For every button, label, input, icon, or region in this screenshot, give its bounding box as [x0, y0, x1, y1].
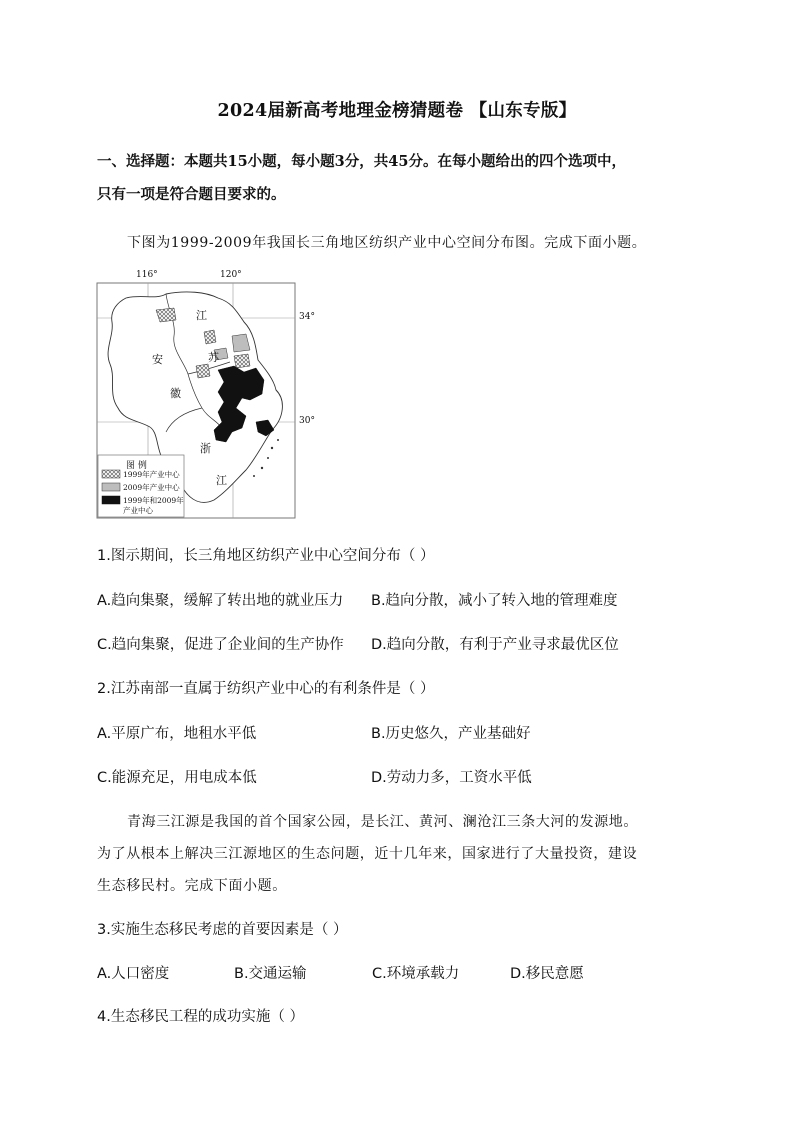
question-3-option-a: A.人口密度: [97, 966, 170, 982]
legend-label-2009: 2009年产业中心: [123, 483, 180, 492]
center-1999-b: [204, 330, 216, 344]
island-3: [261, 467, 263, 469]
question-3-option-d: D.移民意愿: [510, 966, 584, 982]
lat-label-30: 30°: [299, 416, 315, 426]
lat-label-34: 34°: [299, 312, 315, 322]
center-1999-d: [234, 354, 250, 368]
question-2-option-d: D.劳动力多，工资水平低: [371, 770, 532, 786]
map-label-su: 苏: [208, 351, 219, 364]
question-2-stem: 2.江苏南部一直属于纺织产业中心的有利条件是（ ）: [97, 681, 435, 697]
question-3-option-b: B.交通运输: [234, 966, 307, 982]
map-label-jiang-north: 江: [196, 309, 207, 322]
section-heading-line2: 只有一项是符合题目要求的。: [97, 186, 286, 203]
question-2-option-a: A.平原广布，地租水平低: [97, 726, 257, 742]
map-label-an: 安: [152, 353, 163, 366]
question-1-option-a: A.趋向集聚，缓解了转出地的就业压力: [97, 593, 344, 609]
intro-text: 下图为1999-2009年我国长三角地区纺织产业中心空间分布图。完成下面小题。: [127, 235, 647, 251]
center-1999-c: [196, 364, 210, 378]
question-1-option-d: D.趋向分散，有利于产业寻求最优区位: [371, 637, 619, 653]
island-1: [271, 447, 273, 449]
question-3-option-c: C.环境承载力: [372, 966, 460, 982]
map-label-jiang-south: 江: [216, 474, 227, 487]
legend-swatch-both: [102, 496, 120, 504]
island-2: [267, 457, 269, 459]
section-heading-line1: 一、选择题：本题共15小题，每小题3分，共45分。在每小题给出的四个选项中，: [97, 153, 626, 170]
question-2-option-b: B.历史悠久，产业基础好: [371, 726, 531, 742]
legend-swatch-2009: [102, 483, 120, 491]
map-label-zhe: 浙: [200, 442, 211, 455]
legend-swatch-1999: [102, 470, 120, 478]
island-4: [253, 475, 255, 477]
question-3-stem: 3.实施生态移民考虑的首要因素是（ ）: [97, 922, 348, 938]
question-2-option-c: C.能源充足，用电成本低: [97, 770, 257, 786]
legend-label-1999: 1999年产业中心: [123, 470, 180, 479]
passage-2-line1: 青海三江源是我国的首个国家公园，是长江、黄河、澜沧江三条大河的发源地。: [127, 814, 638, 830]
question-1-stem: 1.图示期间，长三角地区纺织产业中心空间分布（ ）: [97, 548, 435, 564]
yangtze-delta-map: [96, 270, 316, 520]
page-title: 2024届新高考地理金榜猜题卷 【山东专版】: [217, 101, 577, 121]
lon-label-116: 116°: [136, 270, 158, 280]
legend-title: 图 例: [126, 461, 147, 471]
legend-label-both-1: 1999年和2009年: [123, 496, 184, 505]
passage-2-line3: 生态移民村。完成下面小题。: [97, 878, 287, 894]
question-4-stem: 4.生态移民工程的成功实施（ ）: [97, 1009, 304, 1025]
map-label-hui: 徽: [170, 387, 181, 400]
question-1-option-c: C.趋向集聚，促进了企业间的生产协作: [97, 637, 344, 653]
passage-2-line2: 为了从根本上解决三江源地区的生态问题，近十几年来，国家进行了大量投资，建设: [97, 846, 638, 862]
question-1-option-b: B.趋向分散，减小了转入地的管理难度: [371, 593, 618, 609]
island-5: [277, 439, 279, 441]
lon-label-120: 120°: [220, 270, 242, 280]
legend-label-both-2: 产业中心: [123, 506, 153, 515]
